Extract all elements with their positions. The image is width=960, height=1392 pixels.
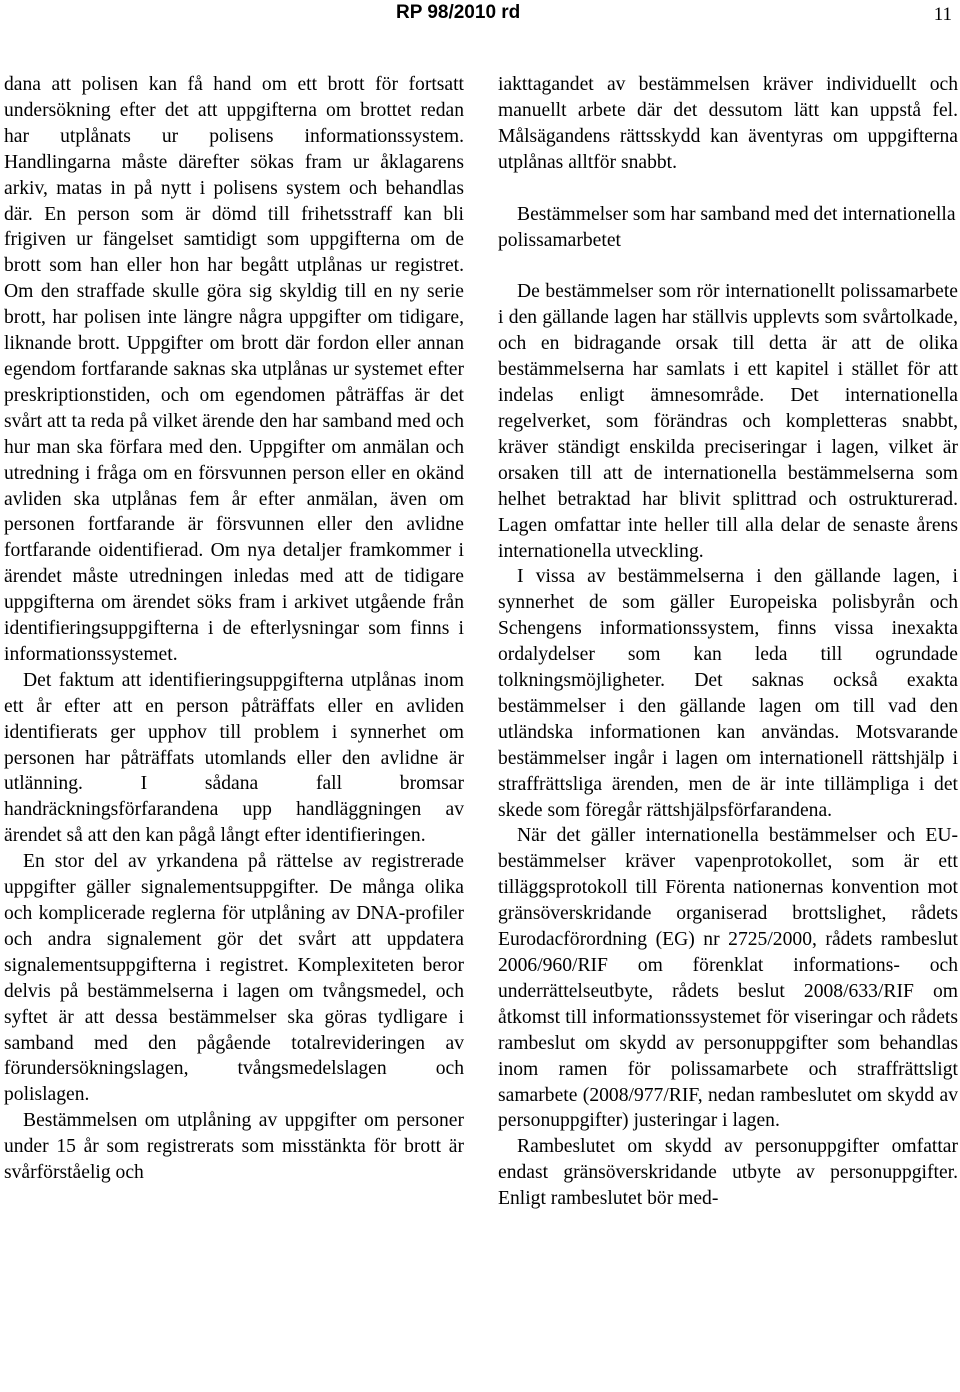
left-paragraph-2: Det faktum att identifieringsuppgifterna utplånas inom ett år efter att en person påträffats eller en avliden identifierats ger upphov till problem i synnerhet om personen har påträffats utomlands eller den avlidne är utlänning. I sådana fall bromsar handräckningsförfarandena upp handläggningen av ärendet så att den kan pågå långt efter identifieringen. (4, 669, 464, 847)
left-paragraph-1: dana att polisen kan få hand om ett brott för fortsatt undersökning efter det att uppgifterna om brottet redan har utplånats ur polisens informationssystem. Handlingarna måste därefter sökas fram ur åklagarens arkiv, matas in på nytt i polisens system och behandlas där. En person som är dömd till frihetsstraff kan bli frigiven ur fängelset samtidigt som uppgifterna om de brott som han eller hon har begått utplånas ur registret. Om den straffade skulle göra sig skyldig till en ny serie brott, har polisen inte längre några uppgifter om tidigare, liknande brott. Uppgifter om brott där fordon eller annan egendom fortfarande saknas ska utplånas ur systemet efter preskriptionstiden, och om egendomen påträffas är det svårt att ta reda på vilket ärende den har samband med och hur man ska förfara med den. Uppgifter om anmälan och utredning i fråga om en försvunnen person eller en okänd avliden ska utplånas fem år efter anmälan, även om personen fortfarande är försvunnen eller den avlidne fortfarande oidentifierad. Om nya detaljer framkommer i ärendet måste utredningen inledas med att de tidigare uppgifterna om ärendet söks fram i arkivet utgående från identifieringsuppgifterna i de efterlysningar som finns i informationssystemet. (4, 74, 464, 665)
left-column (4, 72, 464, 1186)
page-header (0, 0, 960, 32)
right-paragraph-3: När det gäller internationella bestämmelser och EU-bestämmelser kräver vapenprotokollet, som är ett tilläggsprotokoll till Förenta nationernas konvention mot gränsöverskridande organiserad brottslighet, rådets Eurodacförordning (EG) nr 2725/2000, rådets rambeslut 2006/960/RIF om förenklat informations- och underrättelseutbyte, rådets beslut 2008/633/RIF om åtkomst till informationssystemet för viseringar och rådets rambeslut om skydd av personuppgifter som behandlas inom ramen för polissamarbete och straffrättsligt samarbete (2008/977/RIF, nedan rambeslutet om skydd av personuppgifter) justeringar i lagen. (498, 825, 958, 1132)
right-intro-paragraph: iakttagandet av bestämmelsen kräver individuellt och manuellt arbete där det dessutom lätt kan uppstå fel. Målsägandens rättsskydd kan äventyras om uppgifterna utplånas alltför snabbt. (498, 74, 958, 173)
left-paragraph-4: Bestämmelsen om utplåning av uppgifter om personer under 15 år som registrerats som misstänkta för brott är svårförståelig och (4, 1110, 464, 1184)
page-number: 11 (933, 4, 952, 25)
left-paragraph-3: En stor del av yrkandena på rättelse av registrerade uppgifter gäller signalementsuppgifter. De många olika och komplicerade reglerna för utplåning av DNA-profiler och andra signalement gör det svårt att uppdatera signalementsuppgifterna i registret. Komplexiteten beror delvis på bestämmelserna i lagen om tvångsmedel, och syftet är att dessa bestämmelser ska göras tydligare i samband med den pågående totalrevideringen av förundersökningslagen, tvångsmedelslagen och polislagen. (4, 851, 464, 1106)
right-paragraph-1: De bestämmelser som rör internationellt polissamarbete i den gällande lagen har ställvis upplevts som svårtolkade, och en bidragande orsak till detta är att de olika bestämmelserna har samlats i ett kapitel i stället för att indelas enligt ämnesområde. Det internationella regelverket, som förändras och kompletteras snabbt, kräver ständigt enskilda preciseringar i lagen, vilket är orsaken till att de internationella bestämmelserna som helhet betraktad har blivit splittrad och ostrukturerad. Lagen omfattar inte heller till alla delar de senaste årens internationella utveckling. (498, 281, 958, 562)
right-column (498, 72, 958, 1212)
section-heading: Bestämmelser som har samband med det internationella polissamarbetet (498, 203, 956, 251)
right-paragraph-2: I vissa av bestämmelserna i den gällande lagen, i synnerhet de som gäller Europeiska polisbyrån och Schengens informationssystem, finns vissa inexakta ordalydelser som kan leda till ogrundade tolkningsmöjligheter. Det saknas också exakta bestämmelser i den gällande lagen om till vad den utländska informationen kan användas. Motsvarande bestämmelser ingår i lagen om internationell rättshjälp i straffrättsliga ärenden, men de är inte tillämpliga i det skede som föregår rättshjälpsförfarandena. (498, 566, 958, 821)
document-reference: RP 98/2010 rd (396, 2, 521, 23)
right-paragraph-4: Rambeslutet om skydd av personuppgifter omfattar endast gränsöverskridande utbyte av personuppgifter. Enligt rambeslutet bör med- (498, 1136, 958, 1210)
